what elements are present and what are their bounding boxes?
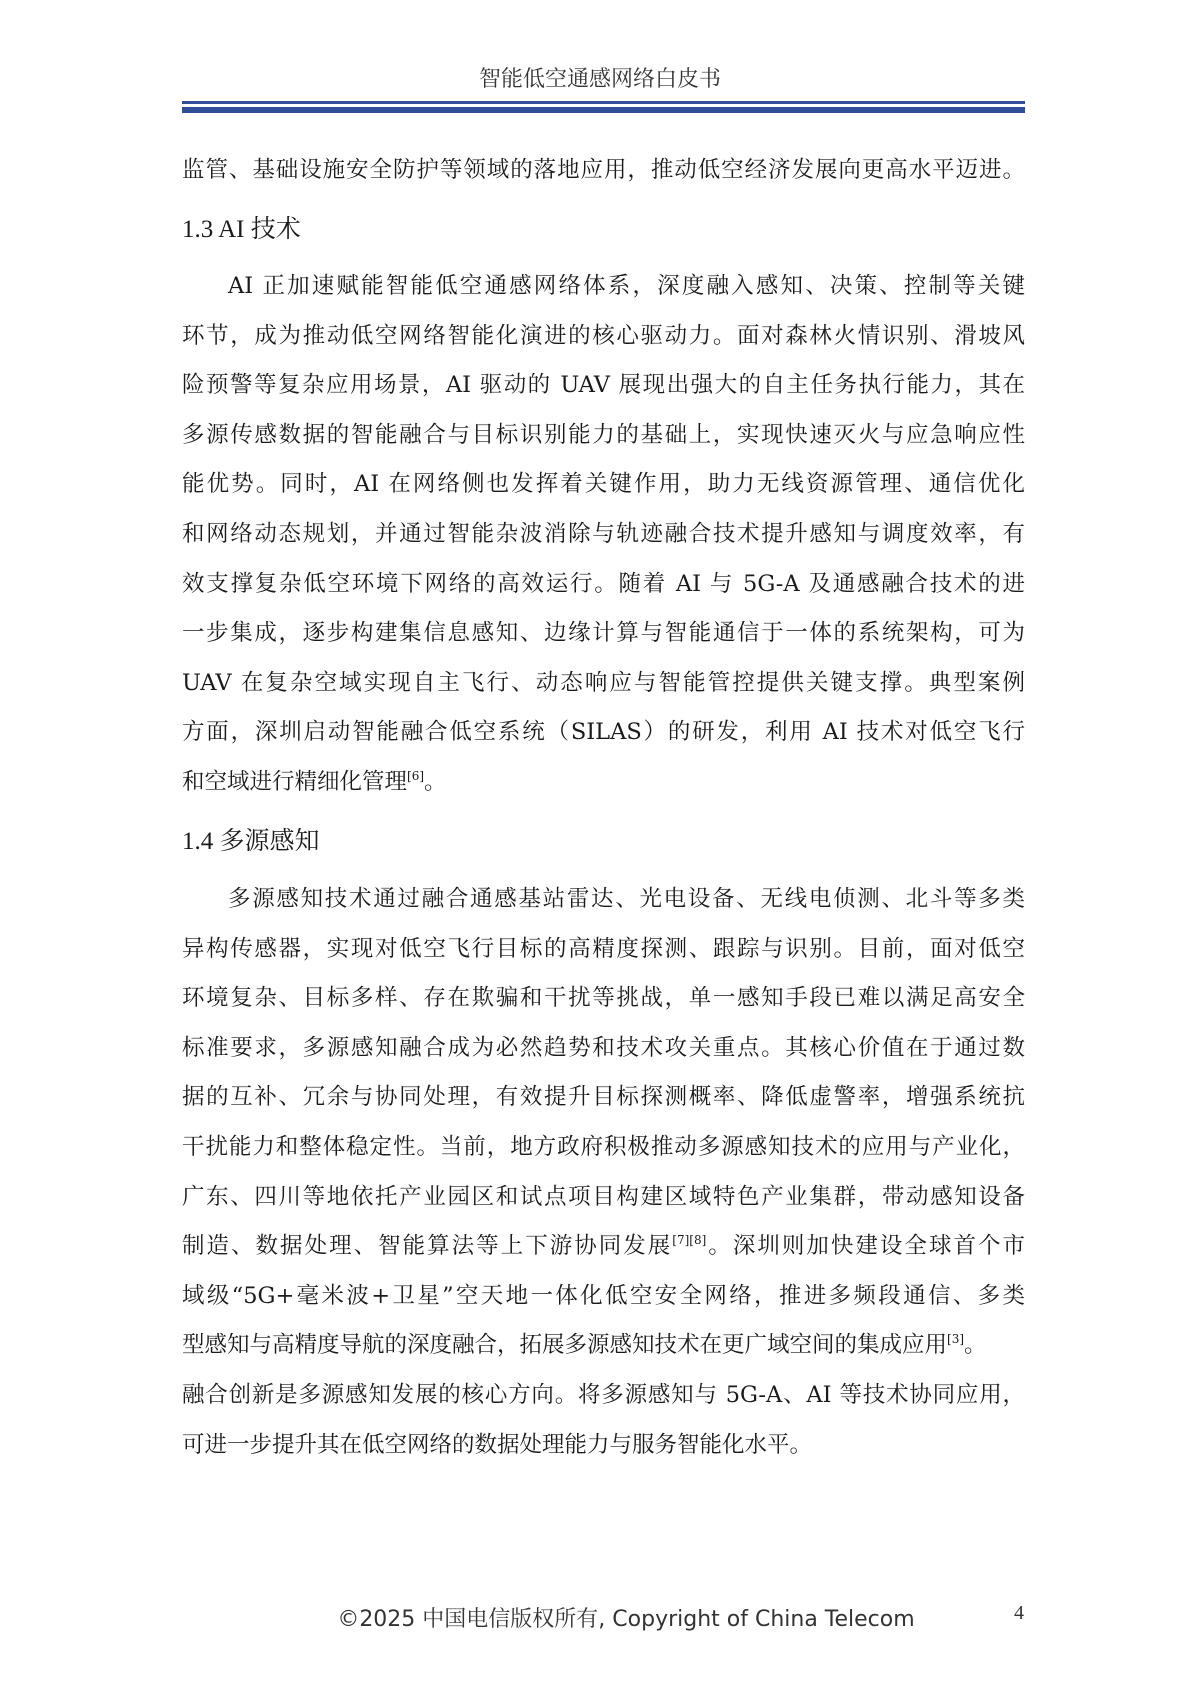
line-text: 广东、四川等地依托产业园区和试点项目构建区域特色产业集群，带动感知设备 bbox=[182, 1183, 1025, 1210]
line-text: 效支撑复杂低空环境下网络的高效运行。随着 AI 与 5G-A 及通感融合技术的进 bbox=[182, 570, 1025, 597]
text-line bbox=[182, 1272, 1025, 1322]
text-line bbox=[182, 758, 1025, 808]
text-line bbox=[182, 1024, 1025, 1074]
line-text: 能优势。同时，AI 在网络侧也发挥着关键作用，助力无线资源管理、通信优化 bbox=[182, 471, 1025, 498]
section-1-4-paragraph bbox=[182, 875, 1025, 1470]
citation-reference[interactable]: [7][8] bbox=[672, 1233, 707, 1248]
text-line bbox=[182, 1173, 1025, 1223]
text-line bbox=[182, 262, 1025, 312]
line-text: 可进一步提升其在低空网络的数据处理能力与服务智能化水平。 bbox=[182, 1431, 813, 1458]
text-line bbox=[182, 312, 1025, 362]
text-line bbox=[182, 875, 1025, 925]
line-text-continued: 。深圳则加快建设全球首个市 bbox=[706, 1233, 1025, 1260]
line-text-continued: 。 bbox=[424, 768, 447, 795]
line-text: 异构传感器，实现对低空飞行目标的高精度探测、跟踪与识别。目前，面对低空 bbox=[182, 935, 1025, 962]
line-text: 干扰能力和整体稳定性。当前，地方政府积极推动多源感知技术的应用与产业化， bbox=[182, 1133, 1025, 1160]
line-text: 多源感知技术通过融合通感基站雷达、光电设备、无线电侦测、北斗等多类 bbox=[228, 886, 1025, 912]
citation-reference[interactable]: [3] bbox=[947, 1332, 965, 1347]
header-rule-thin bbox=[182, 101, 1025, 104]
line-text: 一步集成，逐步构建集信息感知、边缘计算与智能通信于一体的系统架构，可为 bbox=[182, 620, 1025, 647]
text-line bbox=[182, 411, 1025, 461]
line-text: 险预警等复杂应用场景，AI 驱动的 UAV 展现出强大的自主任务执行能力，其在 bbox=[182, 372, 1025, 399]
intro-paragraph bbox=[182, 146, 1025, 196]
line-text: AI 正加速赋能智能低空通感网络体系，深度融入感知、决策、控制等关键 bbox=[228, 273, 1025, 299]
text-line bbox=[182, 925, 1025, 975]
footer-copyright: ©2025 中国电信版权所有, Copyright of China Telecom bbox=[337, 1607, 915, 1632]
page-number: 4 bbox=[1014, 1602, 1024, 1624]
text-line bbox=[182, 708, 1025, 758]
line-text: 域级“5G+毫米波+卫星”空天地一体化低空安全网络，推进多频段通信、多类 bbox=[182, 1282, 1025, 1309]
section-1-3-paragraph bbox=[182, 262, 1025, 808]
section-heading-1-3: 1.3 AI 技术 bbox=[182, 216, 301, 243]
line-text: 据的互补、冗余与协同处理，有效提升目标探测概率、降低虚警率，增强系统抗 bbox=[182, 1084, 1025, 1111]
section-heading-1-4: 1.4 多源感知 bbox=[182, 828, 320, 855]
text-line bbox=[182, 460, 1025, 510]
text-line bbox=[182, 1321, 1025, 1371]
text-line bbox=[182, 659, 1025, 709]
text-line bbox=[182, 974, 1025, 1024]
citation-reference[interactable]: [6] bbox=[407, 768, 425, 783]
text-line bbox=[182, 1421, 1025, 1471]
running-header: 智能低空通感网络白皮书 bbox=[478, 67, 721, 92]
line-text: 标准要求，多源感知融合成为必然趋势和技术攻关重点。其核心价值在于通过数 bbox=[182, 1034, 1025, 1061]
text-line bbox=[182, 1073, 1025, 1123]
header-rule-thick bbox=[182, 107, 1025, 113]
line-text: 融合创新是多源感知发展的核心方向。将多源感知与 5G-A、AI 等技术协同应用， bbox=[182, 1381, 1025, 1408]
text-line: 监管、基础设施安全防护等领域的落地应用，推动低空经济发展向更高水平迈进。 bbox=[182, 157, 1025, 183]
line-text: 型感知与高精度导航的深度融合，拓展多源感知技术在更广域空间的集成应用 bbox=[182, 1332, 948, 1359]
line-text: 和网络动态规划，并通过智能杂波消除与轨迹融合技术提升感知与调度效率，有 bbox=[182, 520, 1025, 547]
line-text: 多源传感数据的智能融合与目标识别能力的基础上，实现快速灭火与应急响应性 bbox=[182, 421, 1025, 448]
line-text: 制造、数据处理、智能算法等上下游协同发展 bbox=[182, 1233, 673, 1260]
text-line bbox=[182, 560, 1025, 610]
line-text-continued: 。 bbox=[964, 1332, 987, 1359]
text-line bbox=[182, 609, 1025, 659]
text-line bbox=[182, 1123, 1025, 1173]
line-text: 方面，深圳启动智能融合低空系统（SILAS）的研发，利用 AI 技术对低空飞行 bbox=[182, 719, 1025, 746]
line-text: 和空域进行精细化管理 bbox=[182, 768, 408, 795]
text-line bbox=[182, 510, 1025, 560]
line-text: 环境复杂、目标多样、存在欺骗和干扰等挑战，单一感知手段已难以满足高安全 bbox=[182, 985, 1025, 1012]
line-text: UAV 在复杂空域实现自主飞行、动态响应与智能管控提供关键支撑。典型案例 bbox=[182, 669, 1025, 696]
text-line bbox=[182, 361, 1025, 411]
text-line bbox=[182, 1222, 1025, 1272]
line-text: 环节，成为推动低空网络智能化演进的核心驱动力。面对森林火情识别、滑坡风 bbox=[182, 322, 1025, 349]
text-line bbox=[182, 1371, 1025, 1421]
